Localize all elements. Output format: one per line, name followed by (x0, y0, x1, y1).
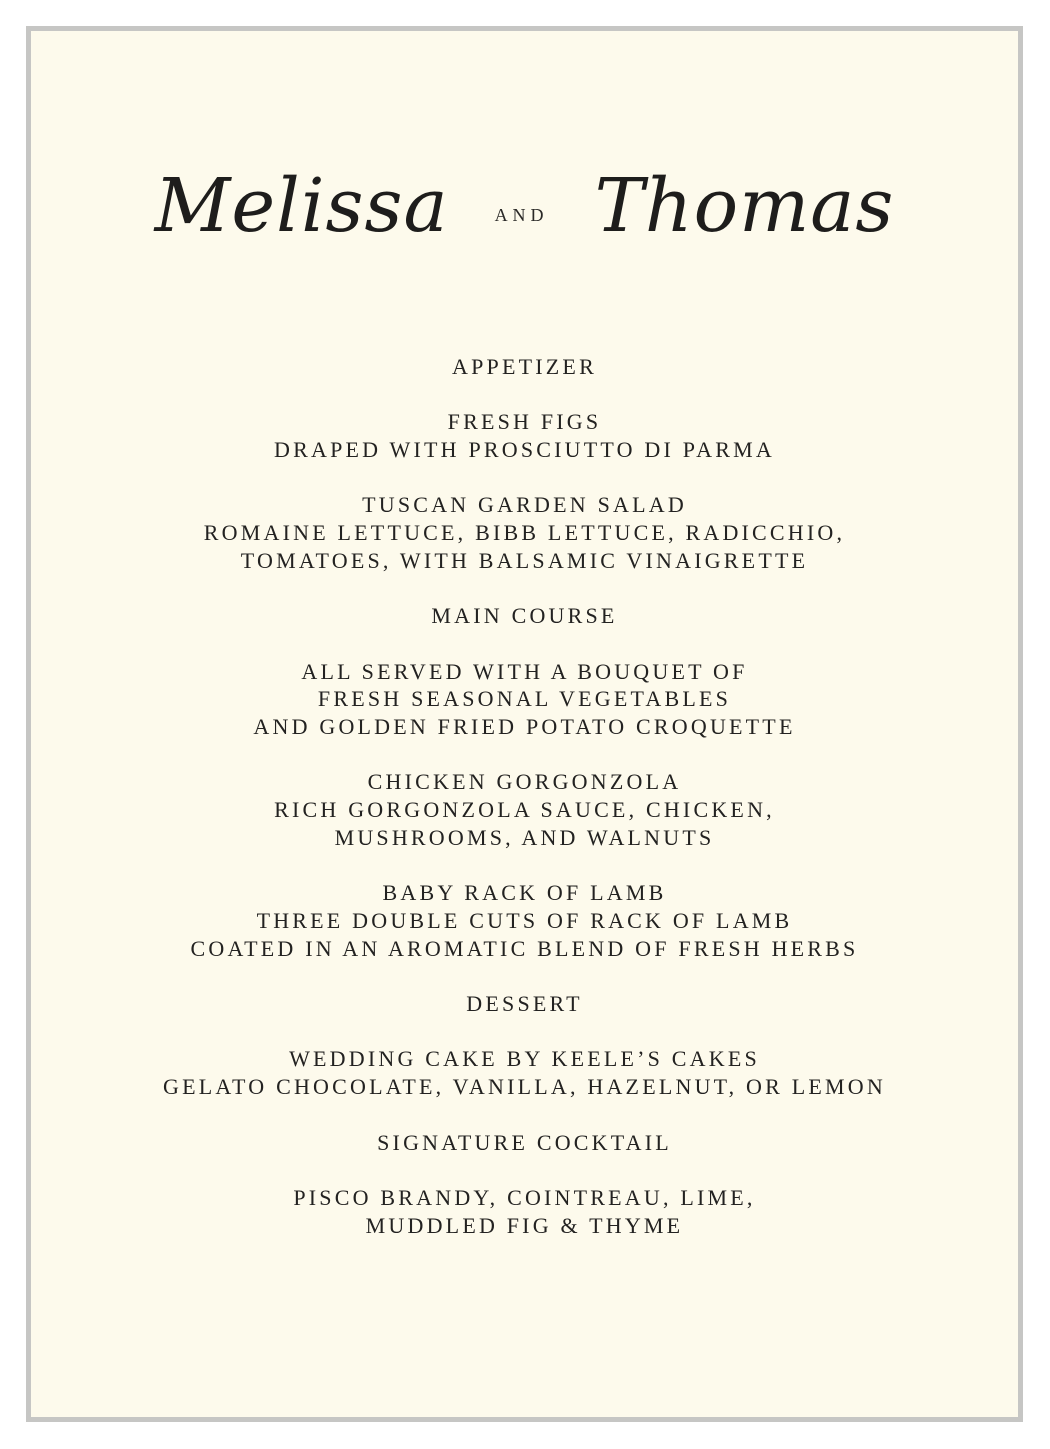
item-description: THREE DOUBLE CUTS OF RACK OF LAMB (256, 907, 793, 933)
first-name: Melissa (154, 163, 449, 249)
note-text: AND GOLDEN FRIED POTATO CROQUETTE (253, 714, 796, 740)
heading-text: MAIN COURSE (431, 603, 618, 629)
item-title: WEDDING CAKE BY KEELE’S CAKES (289, 1046, 760, 1072)
note-text: FRESH SEASONAL VEGETABLES (317, 686, 732, 712)
menu-body (31, 353, 1018, 1267)
item-description: MUSHROOMS, AND WALNUTS (334, 824, 715, 850)
item-description: DRAPED WITH PROSCIUTTO DI PARMA (274, 437, 775, 463)
item-description: GELATO CHOCOLATE, VANILLA, HAZELNUT, OR LEMON (163, 1074, 886, 1100)
main-course-note (31, 658, 1018, 741)
conjunction: AND (494, 204, 549, 225)
section-heading-main-course (31, 602, 1018, 630)
item-title: FRESH FIGS (447, 409, 602, 435)
menu-item-tuscan-salad (31, 491, 1018, 574)
section-heading-signature-cocktail (31, 1129, 1018, 1157)
note-text: ALL SERVED WITH A BOUQUET OF (301, 658, 748, 684)
menu-item-wedding-cake (31, 1045, 1018, 1100)
menu-card (26, 26, 1023, 1422)
item-description: ROMAINE LETTUCE, BIBB LETTUCE, RADICCHIO, (203, 520, 846, 546)
menu-item-fresh-figs (31, 408, 1018, 463)
item-description: RICH GORGONZOLA SAUCE, CHICKEN, (274, 797, 775, 823)
item-description: TOMATOES, WITH BALSAMIC VINAIGRETTE (240, 547, 809, 573)
menu-item-rack-of-lamb (31, 879, 1018, 962)
menu-item-cocktail (31, 1184, 1018, 1239)
item-title: TUSCAN GARDEN SALAD (362, 492, 687, 518)
section-heading-appetizer (31, 353, 1018, 381)
second-name: Thomas (594, 163, 895, 249)
item-description: COATED IN AN AROMATIC BLEND OF FRESH HERBS (190, 935, 859, 961)
section-heading-dessert (31, 990, 1018, 1018)
heading-text: DESSERT (466, 991, 583, 1017)
couple-names-header (31, 151, 1018, 261)
item-title: BABY RACK OF LAMB (382, 880, 667, 906)
heading-text: SIGNATURE COCKTAIL (377, 1129, 672, 1155)
item-title: CHICKEN GORGONZOLA (367, 769, 682, 795)
item-description: PISCO BRANDY, COINTREAU, LIME, (293, 1184, 756, 1210)
heading-text: APPETIZER (452, 354, 597, 379)
menu-item-chicken-gorgonzola (31, 768, 1018, 851)
item-description: MUDDLED FIG & THYME (365, 1212, 684, 1238)
